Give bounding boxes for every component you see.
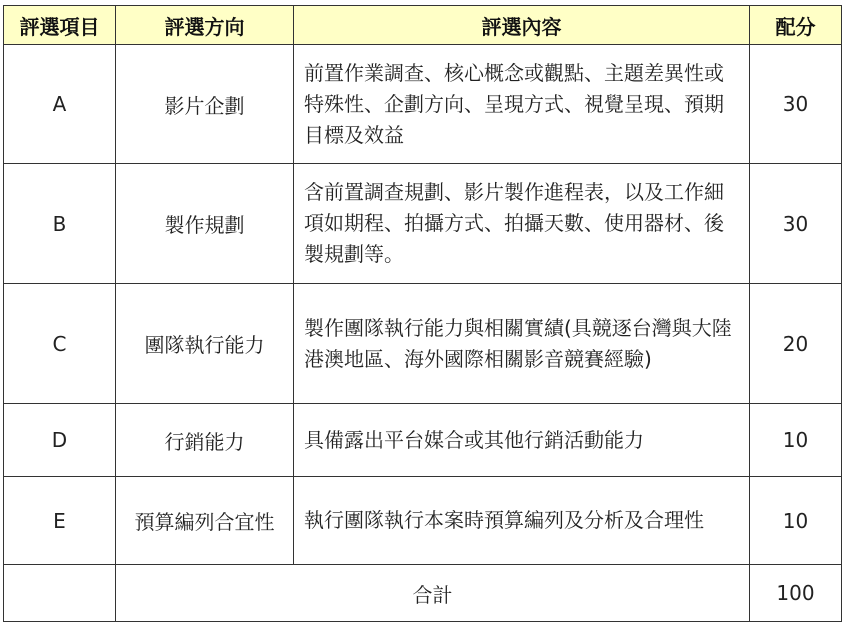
table-row	[4, 477, 842, 565]
total-blank-cell	[4, 565, 116, 622]
header-content: 評選內容	[294, 6, 750, 45]
row-content: 前置作業調查、核心概念或觀點、主題差異性或特殊性、企劃方向、呈現方式、視覺呈現、預期目標及效益	[294, 45, 750, 164]
table-row	[4, 404, 842, 477]
row-code: B	[4, 164, 116, 284]
row-direction: 團隊執行能力	[116, 284, 294, 404]
row-score: 20	[750, 284, 842, 404]
header-score: 配分	[750, 6, 842, 45]
total-label: 合計	[116, 565, 750, 622]
row-score: 10	[750, 404, 842, 477]
table-row	[4, 284, 842, 404]
row-direction: 影片企劃	[116, 45, 294, 164]
header-direction: 評選方向	[116, 6, 294, 45]
table-header	[4, 6, 842, 45]
row-content: 執行團隊執行本案時預算編列及分析及合理性	[294, 477, 750, 565]
table-body	[4, 45, 842, 622]
row-score: 10	[750, 477, 842, 565]
row-code: D	[4, 404, 116, 477]
total-row	[4, 565, 842, 622]
row-direction: 行銷能力	[116, 404, 294, 477]
row-code: A	[4, 45, 116, 164]
row-score: 30	[750, 45, 842, 164]
table-row	[4, 45, 842, 164]
row-code: E	[4, 477, 116, 565]
row-content: 製作團隊執行能力與相關實績(具競逐台灣與大陸港澳地區、海外國際相關影音競賽經驗)	[294, 284, 750, 404]
header-item: 評選項目	[4, 6, 116, 45]
row-direction: 預算編列合宜性	[116, 477, 294, 565]
evaluation-table	[3, 5, 842, 622]
row-code: C	[4, 284, 116, 404]
row-content: 具備露出平台媒合或其他行銷活動能力	[294, 404, 750, 477]
row-score: 30	[750, 164, 842, 284]
table-row	[4, 164, 842, 284]
total-score: 100	[750, 565, 842, 622]
row-content: 含前置調查規劃、影片製作進程表，以及工作細項如期程、拍攝方式、拍攝天數、使用器材、後製規劃等。	[294, 164, 750, 284]
row-direction: 製作規劃	[116, 164, 294, 284]
header-row	[4, 6, 842, 45]
